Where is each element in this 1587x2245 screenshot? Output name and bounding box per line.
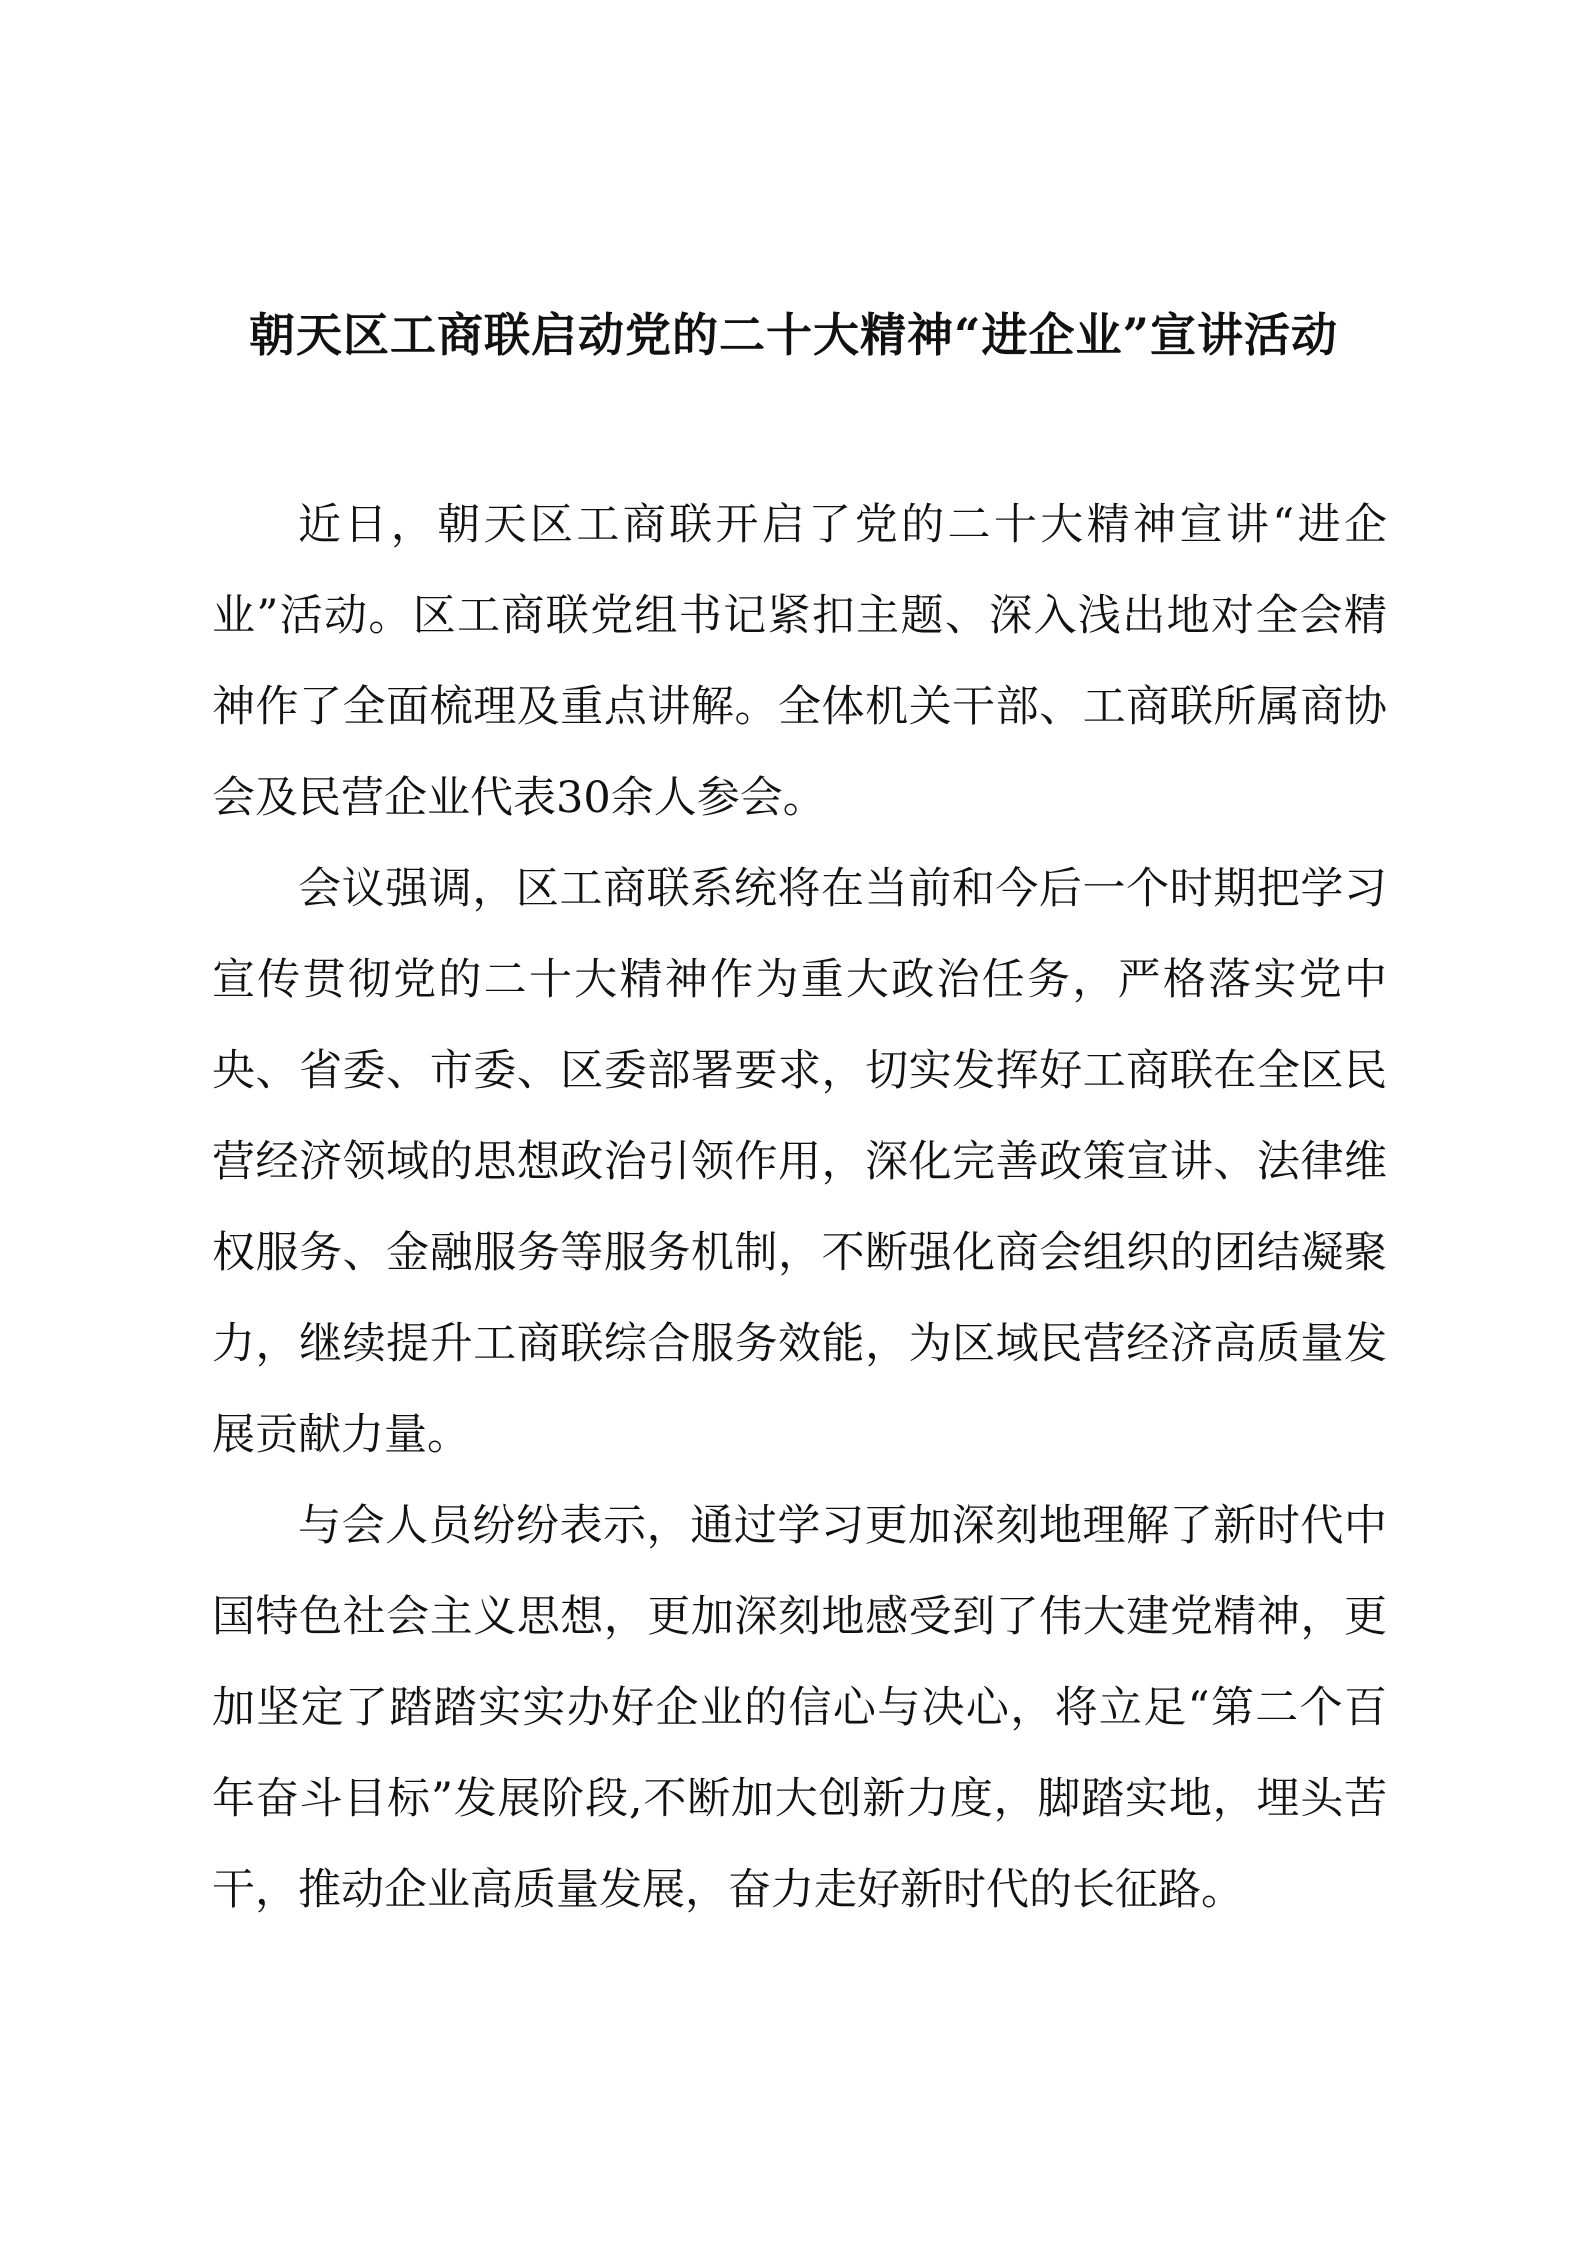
paragraph-1: 近日，朝天区工商联开启了党的二十大精神宣讲“进企业”活动。区工商联党组书记紧扣主题、深入浅出地对全会精神作了全面梳理及重点讲解。全体机关干部、工商联所属商协会及民营企业代表30余人参会。 <box>212 500 1387 823</box>
paragraph-3: 与会人员纷纷表示，通过学习更加深刻地理解了新时代中国特色社会主义思想，更加深刻地感受到了伟大建党精神，更加坚定了踏踏实实办好企业的信心与决心，将立足“第二个百年奋斗目标”发展阶段,不断加大创新力度，脚踏实地，埋头苦干，推动企业高质量发展，奋力走好新时代的长征路。 <box>212 1501 1387 1915</box>
document-title: 朝天区工商联启动党的二十大精神“进企业”宣讲活动 <box>249 308 1338 362</box>
paragraph-2: 会议强调，区工商联系统将在当前和今后一个时期把学习宣传贯彻党的二十大精神作为重大政治任务，严格落实党中央、省委、市委、区委部署要求，切实发挥好工商联在全区民营经济领域的思想政治引领作用，深化完善政策宣讲、法律维权服务、金融服务等服务机制，不断强化商会组织的团结凝聚力，继续提升工商联综合服务效能，为区域民营经济高质量发展贡献力量。 <box>212 864 1387 1460</box>
document-body <box>212 480 1387 1936</box>
